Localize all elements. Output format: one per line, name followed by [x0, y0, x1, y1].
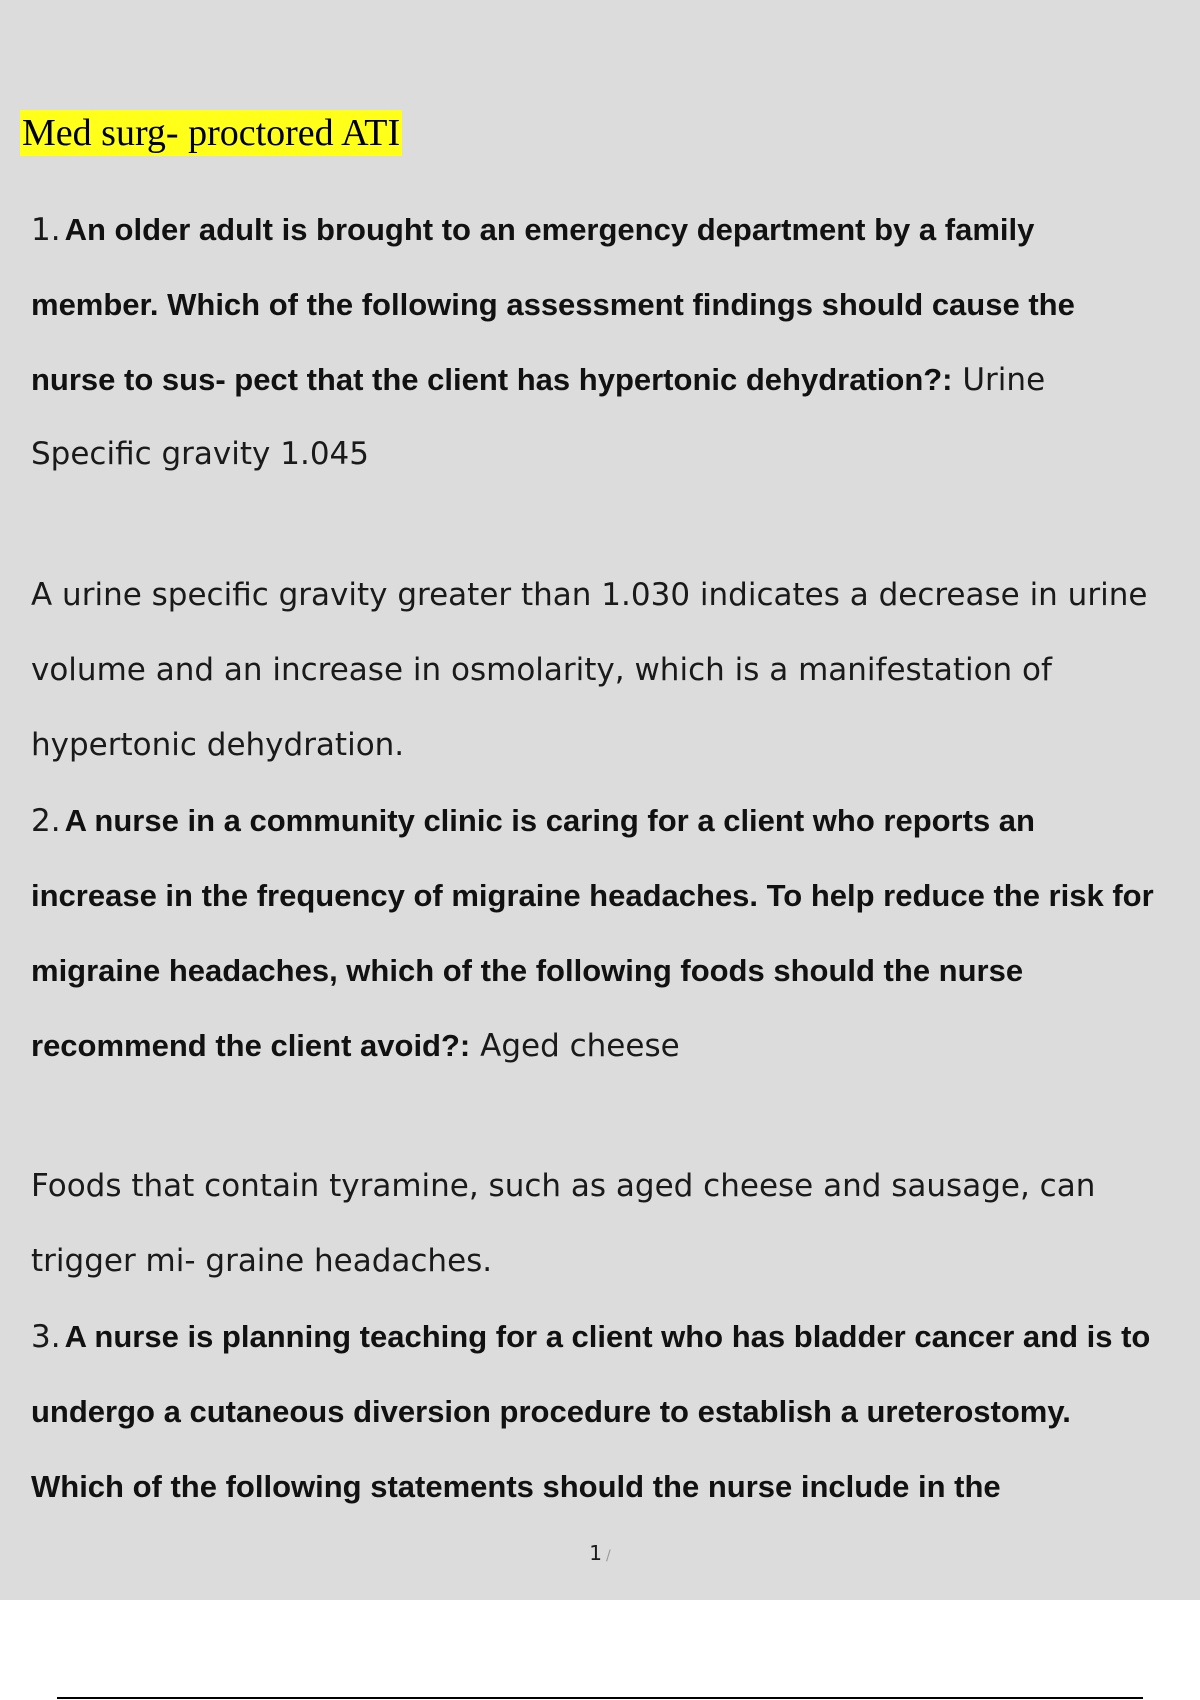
question-1-answer: Urine	[952, 362, 1046, 398]
question-2-explanation: trigger mi- graine headaches.	[31, 1243, 493, 1279]
page-number	[0, 1541, 1200, 1565]
page-number-separator: /	[606, 1548, 611, 1564]
question-1-text: member. Which of the following assessment findings should cause the	[31, 287, 1075, 322]
question-1-explanation: volume and an increase in osmolarity, which is a manifestation of	[31, 652, 1052, 688]
question-1-explanation: hypertonic dehydration.	[31, 727, 405, 763]
question-3-line-3	[31, 1449, 1200, 1524]
question-1-explanation-line-2	[31, 633, 1200, 708]
question-2-line-1	[31, 783, 1200, 858]
question-2-explanation-line-2	[31, 1224, 1200, 1299]
question-1-line-4	[31, 417, 1200, 492]
question-2-answer: Aged cheese	[470, 1028, 680, 1064]
question-2-line-2	[31, 858, 1200, 933]
question-1-explanation-line-3	[31, 708, 1200, 783]
spacer	[31, 1083, 1200, 1149]
question-2-explanation: Foods that contain tyramine, such as aged cheese and sausage, can	[31, 1168, 1096, 1204]
spacer	[31, 492, 1200, 558]
question-3-text: Which of the following statements should the nurse include in the	[31, 1469, 1001, 1504]
question-1-line-3	[31, 342, 1200, 417]
question-3-line-1	[31, 1299, 1200, 1374]
question-2-line-4	[31, 1008, 1200, 1083]
question-1-text: An older adult is brought to an emergency department by a family	[64, 212, 1035, 247]
question-1-explanation: A urine specific gravity greater than 1.030 indicates a decrease in urine	[31, 577, 1148, 613]
question-3-line-2	[31, 1374, 1200, 1449]
question-2-text: increase in the frequency of migraine headaches. To help reduce the risk for	[31, 878, 1154, 913]
question-1-answer: Specific gravity 1.045	[31, 436, 369, 472]
footer-divider	[57, 1697, 1143, 1699]
page-number-value: 1	[589, 1541, 602, 1565]
question-3-text: A nurse is planning teaching for a client who has bladder cancer and is to	[64, 1319, 1151, 1354]
question-2-line-3	[31, 933, 1200, 1008]
question-1-line-1	[31, 192, 1200, 267]
question-1-number: 1.	[31, 212, 61, 248]
question-2-explanation-line-1	[31, 1149, 1200, 1224]
question-2-text: migraine headaches, which of the following foods should the nurse	[31, 953, 1024, 988]
question-2-number: 2.	[31, 803, 61, 839]
question-1-explanation-line-1	[31, 558, 1200, 633]
question-3-number: 3.	[31, 1319, 61, 1355]
document-body	[31, 192, 1200, 1524]
question-2-text: recommend the client avoid?:	[31, 1028, 471, 1063]
question-1-text: nurse to sus- pect that the client has hypertonic dehydration?:	[31, 362, 953, 397]
question-3-text: undergo a cutaneous diversion procedure to establish a ureterostomy.	[31, 1394, 1071, 1429]
question-2-text: A nurse in a community clinic is caring for a client who reports an	[64, 803, 1035, 838]
document-title: Med surg- proctored ATI	[22, 112, 401, 154]
question-1-line-2	[31, 267, 1200, 342]
